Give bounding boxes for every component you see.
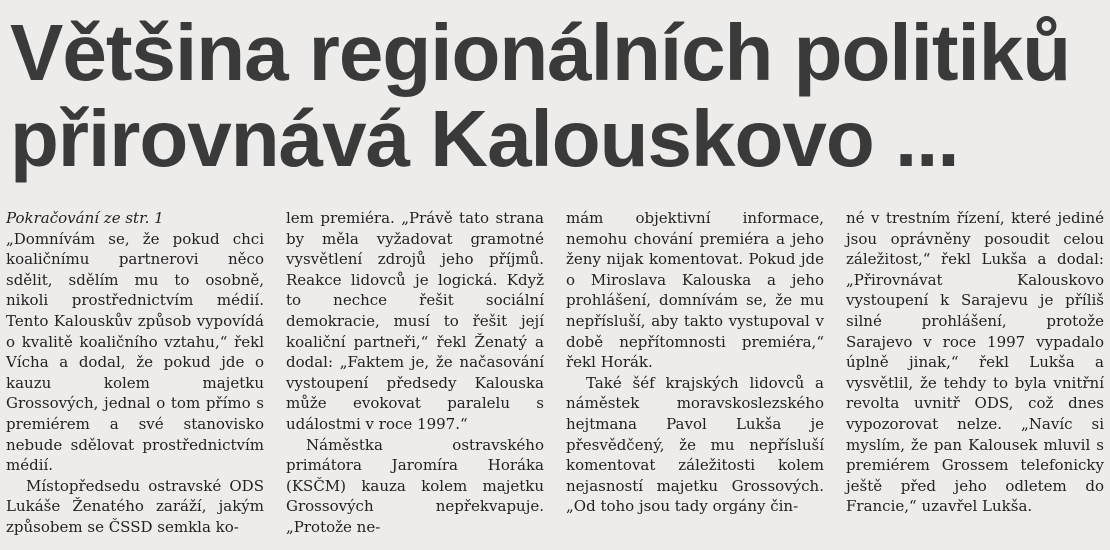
continuation-note: Pokračování ze str. 1 bbox=[6, 209, 164, 227]
paragraph: Místopředsedu ostravské ODS Lukáše Ženatého zaráží, jakým způsobem se ČSSD semkla ko- bbox=[6, 476, 264, 536]
paragraph: lem premiéra. „Právě tato strana by měla vyžadovat gramotné vysvětlení zdrojů jeho příjmů. Reakce lidovců je logická. Když to nechce řešit sociální demokracie, musí to řešit její koaliční partneři,“ řekl Ženatý a dodal: „Faktem je, že načasování vystoupení předsedy Kalouska může evokovat paralelu s událostmi v roce 1997.“ bbox=[286, 209, 544, 433]
article-column-3 bbox=[566, 208, 824, 517]
headline-line-1: Většina regionálních politiků bbox=[10, 8, 1071, 97]
article-column-1 bbox=[6, 208, 264, 538]
paragraph: „Domnívám se, že pokud chci koaličnímu partnerovi něco sdělit, sdělím mu to osobně, nikoli prostřednictvím médií. Tento Kalouskův způsob vypovídá o kvalitě koaličního vztahu,“ řekl Vícha a dodal, že pokud jde o kauzu kolem majetku Grossových, jednal o tom přímo s premiérem a své stanovisko nebude sdělovat prostřednictvím médií. bbox=[6, 229, 264, 475]
paragraph: Náměstka ostravského primátora Jaromíra Horáka (KSČM) kauza kolem majetku Grossových nepřekvapuje. „Protože ne- bbox=[286, 435, 544, 536]
article-headline bbox=[10, 10, 1105, 182]
paragraph: mám objektivní informace, nemohu chování premiéra a jeho ženy nijak komentovat. Pokud jde o Miroslava Kalouska a jeho prohlášení, domnívám se, že mu nepřísluší, aby takto vystupoval v době nepřítomnosti premiéra,“ řekl Horák. bbox=[566, 209, 824, 372]
paragraph: né v trestním řízení, které jediné jsou oprávněny posoudit celou záležitost,“ řekl Lukša a dodal: „Přirovnávat Kalouskovo vystoupení k Sarajevu je příliš silné prohlášení, protože Sarajevo v roce 1997 vypadalo úplně jinak,“ řekl Lukša a vysvětlil, že tehdy to byla vnitřní revolta uvnitř ODS, což dnes vypozorovat nelze. „Navíc si myslím, že pan Kalousek mluvil s premiérem Grossem telefonicky ještě před jeho odletem do Francie,“ uzavřel Lukša. bbox=[846, 209, 1104, 516]
article-column-4 bbox=[846, 208, 1104, 517]
article-column-2 bbox=[286, 208, 544, 538]
paragraph: Také šéf krajských lidovců a náměstek moravskoslezského hejtmana Pavol Lukša je přesvědčený, že mu nepřísluší komentovat záležitosti kolem nejasností majetku Grossových. „Od toho jsou tady orgány čin- bbox=[566, 373, 824, 516]
headline-line-2: přirovnává Kalouskovo ... bbox=[10, 94, 959, 183]
